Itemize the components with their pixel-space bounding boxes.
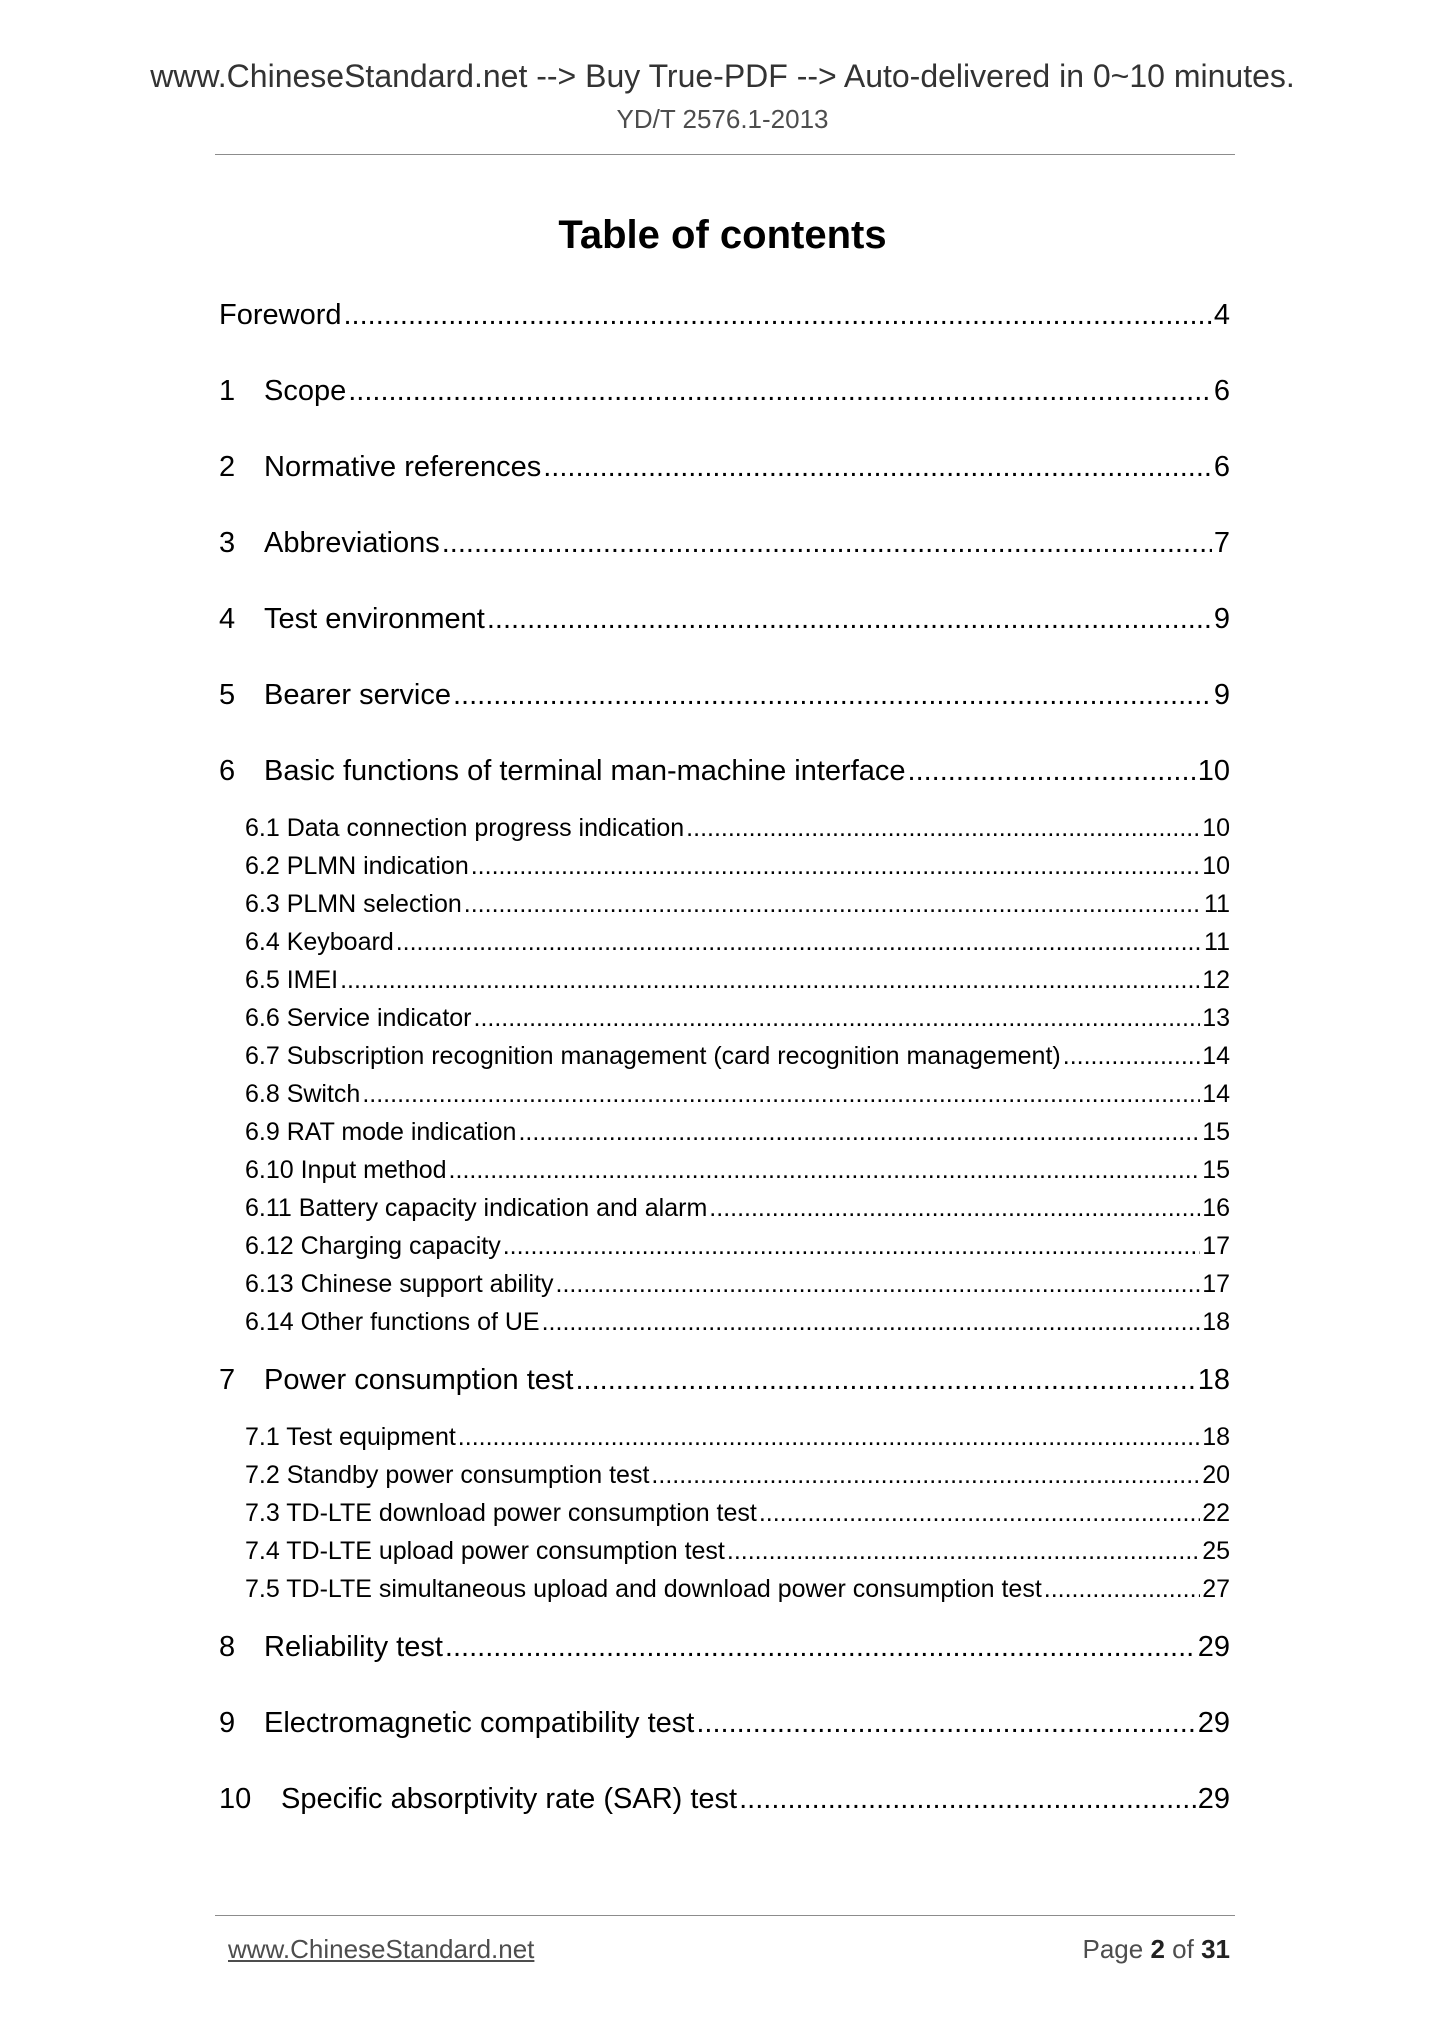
toc-entry-label: Abbreviations bbox=[264, 527, 440, 559]
toc-entry-bearer-service[interactable] bbox=[219, 675, 1230, 715]
toc-entry-page: 4 bbox=[1213, 299, 1230, 331]
toc-entry-page: 22 bbox=[1202, 1499, 1230, 1527]
toc-subentry[interactable] bbox=[245, 1077, 1230, 1111]
toc-entry-label: 6.8 Switch bbox=[245, 1080, 361, 1108]
toc-entry-number: 10 bbox=[219, 1783, 252, 1815]
toc-entry-label: 6.12 Charging capacity bbox=[245, 1232, 501, 1260]
toc-entry-page: 29 bbox=[1197, 1631, 1230, 1663]
toc-leader bbox=[503, 1229, 1200, 1263]
toc-entry-label: 6.7 Subscription recognition management (card recognition management) bbox=[245, 1042, 1061, 1070]
toc-leader bbox=[458, 1420, 1200, 1454]
toc-entry-emc[interactable] bbox=[219, 1703, 1230, 1743]
toc-entry-number: 7 bbox=[219, 1364, 236, 1396]
toc-entry-label: 6.13 Chinese support ability bbox=[245, 1270, 554, 1298]
toc-leader bbox=[442, 523, 1212, 563]
toc-leader bbox=[464, 887, 1202, 921]
toc-entry-page: 14 bbox=[1202, 1080, 1230, 1108]
toc-entry-label: Foreword bbox=[219, 299, 342, 331]
toc-entry-label: Electromagnetic compatibility test bbox=[264, 1707, 695, 1739]
toc-leader bbox=[445, 1627, 1196, 1667]
toc-entry-label: 6.11 Battery capacity indication and alarm bbox=[245, 1194, 708, 1222]
toc-entry-label: 6.5 IMEI bbox=[245, 966, 339, 994]
toc-entry-page: 10 bbox=[1197, 755, 1230, 787]
toc-entry-number: 8 bbox=[219, 1631, 236, 1663]
toc-entry-page: 11 bbox=[1204, 890, 1230, 918]
toc-entry-page: 15 bbox=[1202, 1118, 1230, 1146]
toc-entry-page: 10 bbox=[1202, 852, 1230, 880]
toc-entry-label: Scope bbox=[264, 375, 347, 407]
toc-entry-label: 7.4 TD-LTE upload power consumption test bbox=[245, 1537, 725, 1565]
toc-subentry[interactable] bbox=[245, 887, 1230, 921]
toc-leader bbox=[542, 1305, 1201, 1339]
toc-entry-sar[interactable] bbox=[219, 1779, 1230, 1819]
page-title: Table of contents bbox=[558, 213, 887, 257]
page-of-label: of bbox=[1172, 1934, 1194, 1964]
toc-entry-page: 17 bbox=[1202, 1232, 1230, 1260]
toc-entry-page: 10 bbox=[1202, 814, 1230, 842]
toc-entry-scope[interactable] bbox=[219, 371, 1230, 411]
toc-entry-label: Bearer service bbox=[264, 679, 451, 711]
toc-subentry[interactable] bbox=[245, 963, 1230, 997]
toc-leader bbox=[340, 963, 1200, 997]
toc-leader bbox=[575, 1360, 1195, 1400]
toc-entry-label: Power consumption test bbox=[264, 1364, 574, 1396]
document-code: YD/T 2576.1-2013 bbox=[616, 104, 829, 134]
toc-leader bbox=[739, 1779, 1196, 1819]
toc-entry-page: 18 bbox=[1202, 1308, 1230, 1336]
toc-leader bbox=[449, 1153, 1201, 1187]
toc-entry-page: 12 bbox=[1202, 966, 1230, 994]
toc-entry-page: 9 bbox=[1213, 679, 1230, 711]
toc-entry-page: 29 bbox=[1197, 1783, 1230, 1815]
toc-leader bbox=[696, 1703, 1195, 1743]
toc-entry-page: 13 bbox=[1202, 1004, 1230, 1032]
toc-entry-page: 25 bbox=[1202, 1537, 1230, 1565]
toc-leader bbox=[396, 925, 1202, 959]
toc-leader bbox=[1063, 1039, 1200, 1073]
toc-entry-page: 6 bbox=[1213, 375, 1230, 407]
toc-entry-basic-functions[interactable] bbox=[219, 751, 1230, 791]
toc-subentry[interactable] bbox=[245, 1039, 1230, 1073]
toc-entry-label: Specific absorptivity rate (SAR) test bbox=[281, 1783, 738, 1815]
toc-leader bbox=[348, 371, 1212, 411]
toc-entry-foreword[interactable] bbox=[219, 295, 1230, 335]
toc-leader bbox=[453, 675, 1212, 715]
toc-entry-label: Basic functions of terminal man-machine interface bbox=[264, 755, 906, 787]
footer-divider bbox=[215, 1915, 1235, 1916]
toc-leader bbox=[709, 1191, 1200, 1225]
toc-leader bbox=[908, 751, 1196, 791]
toc-entry-number: 5 bbox=[219, 679, 236, 711]
header-divider bbox=[215, 154, 1235, 155]
toc-entry-label: 6.2 PLMN indication bbox=[245, 852, 469, 880]
toc-entry-label: 6.3 PLMN selection bbox=[245, 890, 462, 918]
toc-entry-page: 9 bbox=[1213, 603, 1230, 635]
toc-entry-page: 15 bbox=[1202, 1156, 1230, 1184]
toc-leader bbox=[471, 849, 1200, 883]
toc-entry-number: 2 bbox=[219, 451, 236, 483]
toc-entry-number: 1 bbox=[219, 375, 236, 407]
page-number bbox=[1082, 1934, 1230, 1965]
toc-subentry[interactable] bbox=[245, 1153, 1230, 1187]
toc-subentry[interactable] bbox=[245, 1572, 1230, 1606]
toc-subentry[interactable] bbox=[245, 1458, 1230, 1492]
toc-leader bbox=[543, 447, 1212, 487]
page-total: 31 bbox=[1201, 1934, 1230, 1964]
toc-entry-number: 9 bbox=[219, 1707, 236, 1739]
toc-entry-page: 7 bbox=[1213, 527, 1230, 559]
toc-entry-label: 6.1 Data connection progress indication bbox=[245, 814, 685, 842]
toc-entry-label: 6.14 Other functions of UE bbox=[245, 1308, 540, 1336]
toc-leader bbox=[362, 1077, 1200, 1111]
toc-leader bbox=[487, 599, 1212, 639]
toc-subentry[interactable] bbox=[245, 1305, 1230, 1339]
toc-entry-page: 29 bbox=[1197, 1707, 1230, 1739]
toc-entry-label: 7.3 TD-LTE download power consumption test bbox=[245, 1499, 757, 1527]
toc-entry-reliability[interactable] bbox=[219, 1627, 1230, 1667]
toc-subentry[interactable] bbox=[245, 811, 1230, 845]
toc-entry-page: 6 bbox=[1213, 451, 1230, 483]
toc-subentry[interactable] bbox=[245, 1267, 1230, 1301]
footer-site-link[interactable]: www.ChineseStandard.net bbox=[228, 1934, 535, 1964]
toc-entry-power-consumption[interactable] bbox=[219, 1360, 1230, 1400]
toc-leader bbox=[651, 1458, 1200, 1492]
toc-entry-label: 7.5 TD-LTE simultaneous upload and download power consumption test bbox=[245, 1575, 1042, 1603]
toc-subentry[interactable] bbox=[245, 1534, 1230, 1568]
toc-entry-label: 7.2 Standby power consumption test bbox=[245, 1461, 650, 1489]
toc-entry-page: 11 bbox=[1204, 928, 1230, 956]
toc-leader bbox=[759, 1496, 1200, 1530]
toc-leader bbox=[344, 295, 1212, 335]
toc-leader bbox=[727, 1534, 1200, 1568]
site-banner: www.ChineseStandard.net --> Buy True-PDF --> Auto-delivered in 0~10 minutes. bbox=[150, 58, 1295, 94]
toc-leader bbox=[1044, 1572, 1200, 1606]
toc-entry-label: 7.1 Test equipment bbox=[245, 1423, 456, 1451]
toc-subentry[interactable] bbox=[245, 1229, 1230, 1263]
toc-entry-page: 20 bbox=[1202, 1461, 1230, 1489]
toc-entry-page: 16 bbox=[1202, 1194, 1230, 1222]
toc-entry-label: 6.9 RAT mode indication bbox=[245, 1118, 517, 1146]
toc-subentry[interactable] bbox=[245, 1420, 1230, 1454]
toc-subentry[interactable] bbox=[245, 1496, 1230, 1530]
toc-leader bbox=[518, 1115, 1200, 1149]
toc-entry-number: 6 bbox=[219, 755, 236, 787]
toc-entry-normative-references[interactable] bbox=[219, 447, 1230, 487]
toc-subentry[interactable] bbox=[245, 1001, 1230, 1035]
toc-entry-label: Reliability test bbox=[264, 1631, 443, 1663]
toc-entry-number: 4 bbox=[219, 603, 236, 635]
page-current: 2 bbox=[1150, 1934, 1165, 1964]
toc-leader bbox=[556, 1267, 1201, 1301]
page-label: Page bbox=[1082, 1934, 1144, 1964]
toc-leader bbox=[686, 811, 1200, 845]
toc-entry-number: 3 bbox=[219, 527, 236, 559]
toc-entry-abbreviations[interactable] bbox=[219, 523, 1230, 563]
toc-entry-test-environment[interactable] bbox=[219, 599, 1230, 639]
toc-leader bbox=[474, 1001, 1201, 1035]
toc-entry-label: Normative references bbox=[264, 451, 542, 483]
toc-subentry[interactable] bbox=[245, 925, 1230, 959]
toc-entry-label: 6.10 Input method bbox=[245, 1156, 447, 1184]
toc-entry-label: Test environment bbox=[264, 603, 485, 635]
toc-subentry[interactable] bbox=[245, 1191, 1230, 1225]
toc-subentry[interactable] bbox=[245, 1115, 1230, 1149]
toc-entry-page: 17 bbox=[1202, 1270, 1230, 1298]
toc-entry-label: 6.6 Service indicator bbox=[245, 1004, 472, 1032]
toc-entry-label: 6.4 Keyboard bbox=[245, 928, 394, 956]
toc-entry-page: 27 bbox=[1202, 1575, 1230, 1603]
toc-entry-page: 18 bbox=[1197, 1364, 1230, 1396]
toc-entry-page: 18 bbox=[1202, 1423, 1230, 1451]
toc-entry-page: 14 bbox=[1202, 1042, 1230, 1070]
toc-subentry[interactable] bbox=[245, 849, 1230, 883]
